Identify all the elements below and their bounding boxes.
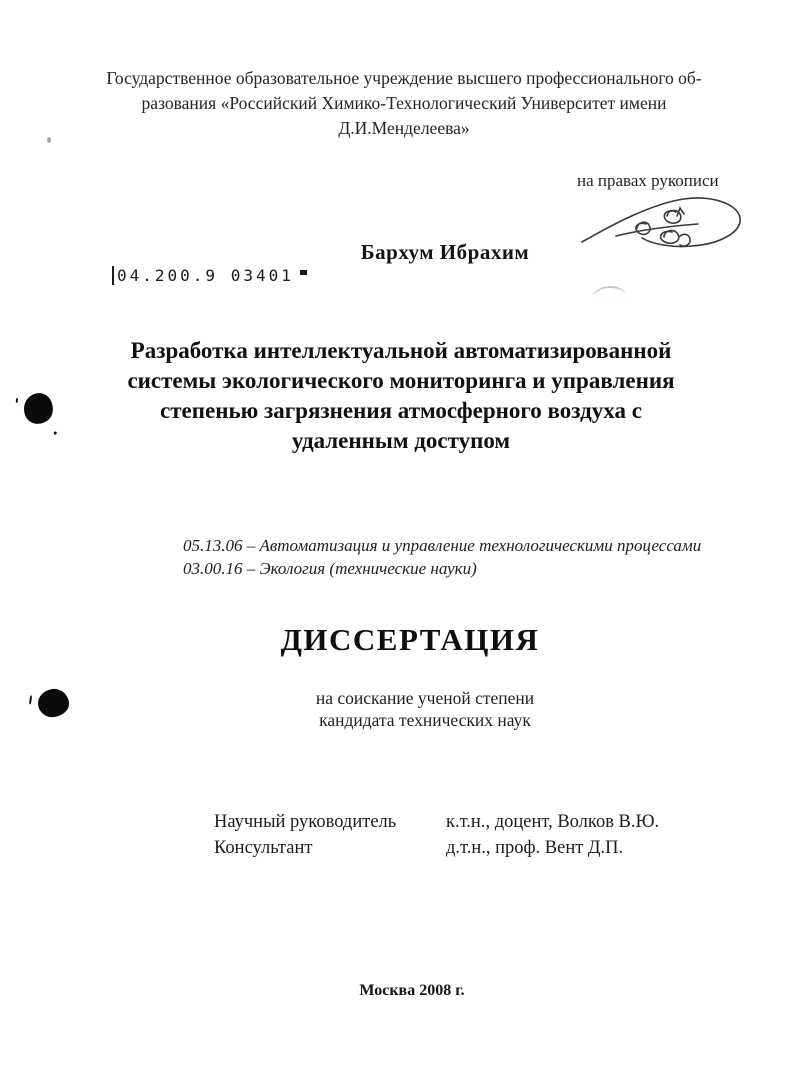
author-name: Бархум Ибрахим	[360, 240, 530, 264]
faint-pen-mark-artifact	[592, 285, 627, 299]
degree-statement	[85, 687, 765, 731]
supervisor-role-label: Научный руководитель	[214, 812, 397, 832]
specialty-codes	[183, 534, 763, 580]
consultant-name: д.т.н., проф. Вент Д.П.	[446, 838, 624, 858]
institution-name	[70, 66, 738, 141]
dissertation-title	[56, 336, 746, 456]
specialty-line: 03.00.16 – Экология (технические науки)	[183, 559, 477, 578]
document-type-heading: ДИССЕРТАЦИЯ	[280, 622, 540, 657]
consultant-row	[214, 835, 714, 861]
title-line: удаленным доступом	[291, 428, 511, 453]
institution-line: Д.И.Менделеева»	[338, 118, 470, 138]
supervisors-block	[214, 809, 714, 861]
supervisor-row	[214, 809, 714, 835]
consultant-role-label: Консультант	[214, 838, 313, 858]
specialty-line: 05.13.06 – Автоматизация и управление технологическими процессами	[183, 536, 702, 555]
title-line: степенью загрязнения атмосферного воздуха с	[160, 398, 642, 423]
ink-blot-artifact	[22, 391, 55, 426]
city-year-footer: Москва 2008 г.	[359, 982, 465, 999]
ink-blot-artifact	[37, 687, 71, 718]
title-line: системы экологического мониторинга и управления	[127, 368, 675, 393]
institution-line: разования «Российский Химико-Технологический Университет имени	[141, 93, 667, 113]
library-stamp-number: 04.200.9 03401	[112, 266, 307, 285]
scan-speck-artifact	[47, 137, 51, 143]
manuscript-rights-note: на правах рукописи	[577, 171, 719, 190]
title-line: Разработка интеллектуальной автоматизированной	[130, 338, 672, 363]
degree-line: на соискание ученой степени	[315, 688, 535, 708]
supervisor-name: к.т.н., доцент, Волков В.Ю.	[446, 812, 660, 832]
degree-line: кандидата технических наук	[319, 710, 531, 730]
institution-line: Государственное образовательное учреждение высшего профессионального об-	[106, 68, 702, 88]
